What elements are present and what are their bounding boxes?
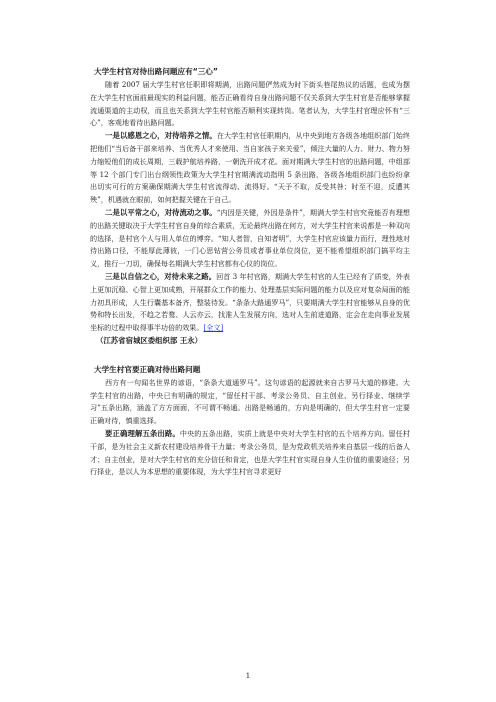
article-separator <box>90 348 410 364</box>
article-2-section-1-lead: 要正确理解五条出路。 <box>105 428 180 438</box>
section-1-lead: 一是以感恩之心，对待培养之情。 <box>105 131 217 141</box>
article-1-section-3 <box>90 271 410 335</box>
article-2-intro: 西方有一句闻名世界的谚语，“条条大道通罗马”。这句谚语的起源就来自古罗马大道的修建。大学生村官的出路，中央已有明确的规定，“留任村干部、考录公务员、自主创业、另行择业、继续学习”五条出路，涵盖了方方面面，不可谓不畅通。出路是畅通的，方向是明确的，但大学生村官一定要正确对待，慎重选择。 <box>90 377 410 426</box>
article-2-section-1-body: 中央的五条出路，实质上就是中央对大学生村官的五个培养方向。留任村干部，是为社会主义新农村建设培养骨干力量；考录公务员，是为党政机关培养来自基层一线的后备人才；自主创业，是对大学生村官的充分信任和肯定，也是大学生村官实现自身人生价值的重要途径；另行择业，是以人为本思想的重要体现，为大学生村官寻求更好 <box>90 428 410 477</box>
article-1-section-1 <box>90 130 410 207</box>
page-number: 1 <box>245 672 251 680</box>
page-content <box>90 66 410 479</box>
article-1-intro: 随着 2007 届大学生村官任职即将期满，出路问题俨然成为时下街头巷尾热议的话题，也成为摆在大学生村官面前最现实的利益问题，能否正确看待自身出路问题不仅关系到大学生村官是否能够掌握流通渠道的主动权，而且也关系到大学生村官能否顺利实现转岗。笔者认为，大学生村官理应怀有“三心”，客观地看待出路问题。 <box>90 80 410 128</box>
article-1-section-2 <box>90 207 410 271</box>
article-2-section-1 <box>90 428 410 479</box>
section-2-body: “内因是关键，外因是条件”，期满大学生村官究竟能否有理想的出路关键取决于大学生村官自身的综合素质，无论最终出路在何方，对大学生村官来说都是一种双向的选择，是村官个人与用人单位的博弈。“知人者智，自知者明”，大学生村官应该量力而行，理性地对待出路口径，不能厚此薄彼，一门心思钻营公务员或者事业单位岗位，更不能希望组织部门搞平均主义，推行一刀切，确保每名期满大学生村官都有心仪的岗位。 <box>90 207 410 269</box>
article-1-title: 大学生村官对待出路问题应有“三心” <box>94 67 218 76</box>
article-2-title: 大学生村官要正确对待出路问题 <box>94 364 201 374</box>
section-3-lead: 三是以自信之心，对待未来之路。 <box>105 271 217 281</box>
section-3-body: 回首 3 年村官路，期满大学生村官的人生已经有了质变，外表上更加沉稳、心智上更加成熟，开展群众工作的能力、处理基层实际问题的能力以及应对复杂局面的能力初具形成，人生行囊基本备齐，整装待发。“条条大路通罗马”，只要期满大学生村官能够从自身的优势和特长出发，不趋之若鹜、人云亦云，找准人生发展方向，选对人生前进道路，定会在走向事业发展坐标的过程中取得事半功倍的效果。 <box>90 271 410 333</box>
article-1-byline: （江苏省宿城区委组织部 王永） <box>96 335 203 345</box>
full-text-link[interactable]: [全文] <box>203 323 224 333</box>
section-1-body: 在大学生村官任职期内，从中央到地方各级各地组织部门始终把他们“当后备干部来培养、当优秀人才来使用、当自家孩子来关爱”，倾注大量的人力、财力、物力努力缩短他们的成长周期，三载护航培养路，一朝洗开成才花。面对期满大学生村官的出路问题，中组部等 12 个部门专门出台纲领性政策为大学生村官期满流动指明 5 条出路，各级各地组织部门也纷纷拿出切实可行的方案确保期满大学生村官流得动、流得好。“天予不取，反受其咎；时至不迎，反遭其殃”，机遇就在眼前，如何把握关键在于自己。 <box>90 131 410 205</box>
section-2-lead: 二是以平常之心，对待流动之事。 <box>105 207 217 217</box>
